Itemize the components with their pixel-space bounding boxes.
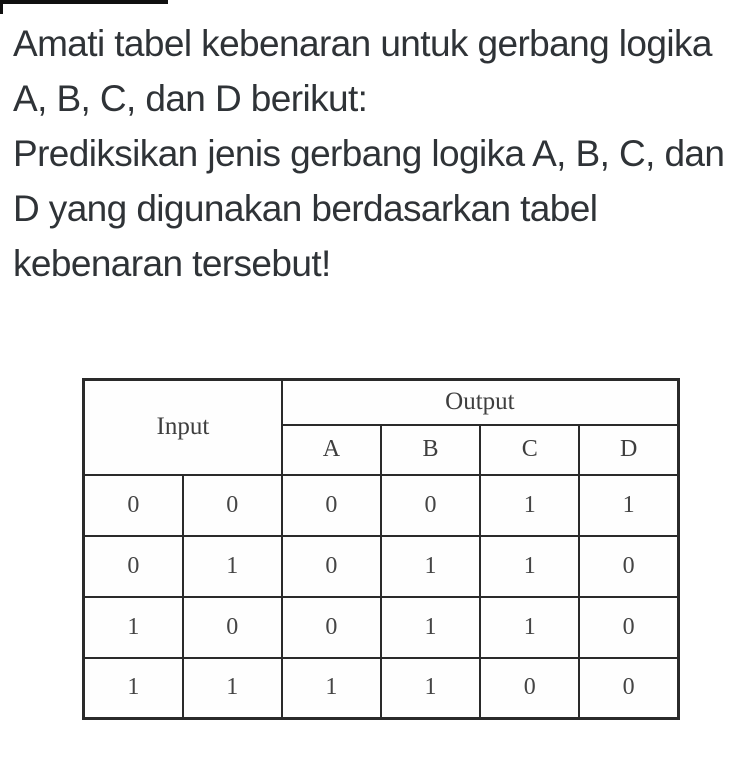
- output-column-a: A: [282, 425, 381, 475]
- question-line: Amati tabel kebenaran untuk gerbang logika: [13, 23, 712, 64]
- output-d-cell: 0: [579, 658, 678, 719]
- question-text: [13, 16, 725, 291]
- output-d-cell: 1: [579, 475, 678, 536]
- cropped-ui-artifact-corner: [0, 0, 3, 14]
- output-b-cell: 1: [381, 658, 480, 719]
- output-c-cell: 1: [480, 475, 579, 536]
- input2-cell: 1: [183, 536, 282, 597]
- question-line: Prediksikan jenis gerbang logika A, B, C, dan: [13, 133, 725, 174]
- output-a-cell: 0: [282, 597, 381, 658]
- output-column-b: B: [381, 425, 480, 475]
- output-column-c: C: [480, 425, 579, 475]
- output-b-cell: 1: [381, 597, 480, 658]
- output-column-d: D: [579, 425, 678, 475]
- question-line: D yang digunakan berdasarkan tabel: [13, 188, 598, 229]
- output-d-cell: 0: [579, 536, 678, 597]
- output-b-cell: 1: [381, 536, 480, 597]
- input2-cell: 0: [183, 597, 282, 658]
- input1-cell: 1: [84, 658, 183, 719]
- output-c-cell: 0: [480, 658, 579, 719]
- input2-cell: 1: [183, 658, 282, 719]
- truth-table: [82, 378, 680, 720]
- question-line: kebenaran tersebut!: [13, 243, 331, 284]
- output-b-cell: 0: [381, 475, 480, 536]
- input-header-cell: Input: [84, 380, 282, 475]
- output-a-cell: 1: [282, 658, 381, 719]
- output-a-cell: 0: [282, 536, 381, 597]
- input1-cell: 1: [84, 597, 183, 658]
- cropped-ui-artifact: [0, 0, 168, 4]
- table-header-row-1: [84, 380, 679, 425]
- output-c-cell: 1: [480, 597, 579, 658]
- output-header-cell: Output: [282, 380, 679, 425]
- table-row: [84, 597, 679, 658]
- output-d-cell: 0: [579, 597, 678, 658]
- table-row: [84, 658, 679, 719]
- input2-cell: 0: [183, 475, 282, 536]
- table-row: [84, 536, 679, 597]
- output-c-cell: 1: [480, 536, 579, 597]
- input1-cell: 0: [84, 475, 183, 536]
- input1-cell: 0: [84, 536, 183, 597]
- output-a-cell: 0: [282, 475, 381, 536]
- question-line: A, B, C, dan D berikut:: [13, 78, 368, 119]
- table-row: [84, 475, 679, 536]
